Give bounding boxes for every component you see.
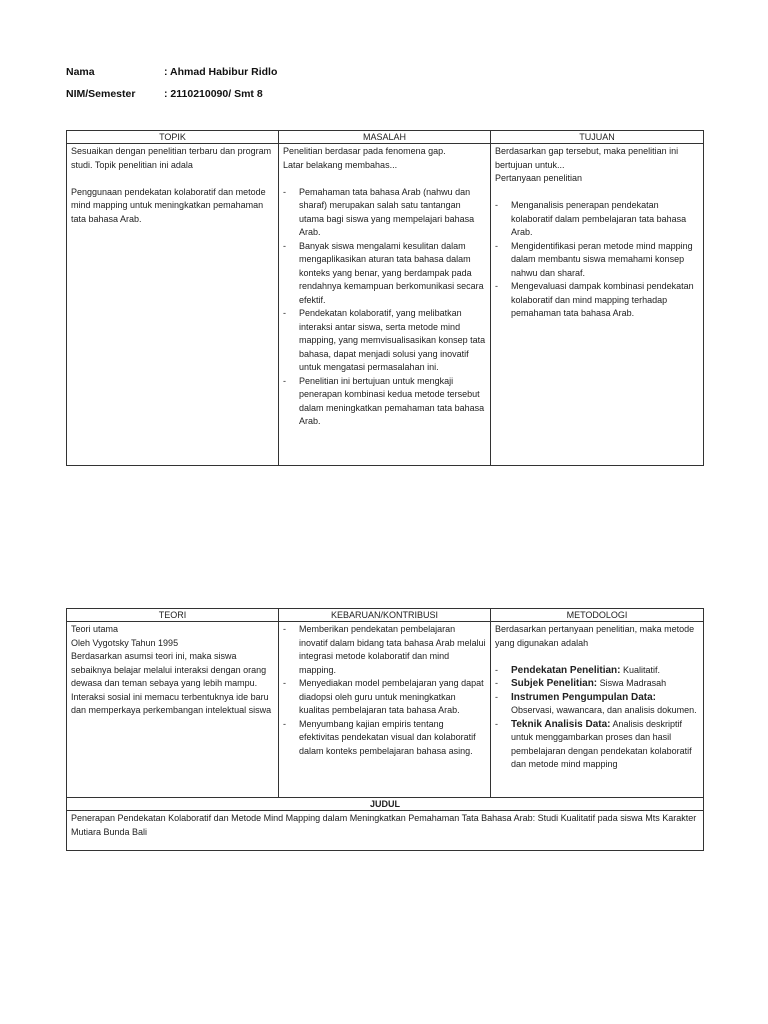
teori-body: Berdasarkan asumsi teori ini, maka siswa sebaiknya belajar melalui interaksi dengan orang dewasa dan teman sebaya yang lebih mampu. Interaksi sosial ini memacu terbentuknya ide baru dan memperkaya perkembangan intelektual siswa bbox=[71, 651, 272, 715]
nim-row bbox=[66, 88, 263, 100]
header-judul: JUDUL bbox=[67, 798, 704, 811]
header-masalah: MASALAH bbox=[279, 131, 491, 144]
list-item: - Menyediakan model pembelajaran yang dapat diadopsi oleh guru untuk meningkatkan kualitas pembelajaran tata bahasa Arab. bbox=[283, 677, 486, 718]
list-item: - Penelitian ini bertujuan untuk mengkaji penerapan kombinasi kedua metode tersebut dalam meningkatkan pemahaman tata bahasa Arab. bbox=[283, 375, 486, 429]
pendekatan-label: Pendekatan Penelitian: bbox=[511, 664, 621, 676]
instrumen-label: Instrumen Pengumpulan Data: bbox=[511, 691, 657, 703]
header-topik: TOPIK bbox=[67, 131, 279, 144]
list-item bbox=[495, 664, 699, 678]
list-item bbox=[495, 718, 699, 772]
nim-label: NIM/Semester bbox=[66, 88, 136, 100]
header-kebaruan: KEBARUAN/KONTRIBUSI bbox=[279, 609, 491, 622]
masalah-list bbox=[283, 186, 486, 429]
list-item: - Pemahaman tata bahasa Arab (nahwu dan sharaf) merupakan salah satu tantangan utama bagi siswa yang mempelajari bahasa Arab. bbox=[283, 186, 486, 240]
teori-line-2: Oleh Vygotsky Tahun 1995 bbox=[71, 637, 179, 648]
list-item: - Pendekatan kolaboratif, yang melibatkan interaksi antar siswa, serta metode mind mapping, yang memvisualisasikan konsep tata bahasa, dapat menjadi solusi yang inovatif untuk mengatasi permasalahan ini. bbox=[283, 307, 486, 375]
name-row bbox=[66, 66, 278, 78]
topik-cell bbox=[67, 144, 279, 466]
teori-kebaruan-metodologi-table bbox=[66, 608, 704, 851]
tujuan-intro-2: Pertanyaan penelitian bbox=[495, 173, 583, 183]
teknik-value: Analisis deskriptif untuk menggambarkan proses dan hasil pembelajaran dengan pendekatan kolaboratif dan metode mind mapping bbox=[511, 718, 692, 769]
topik-masalah-tujuan-table bbox=[66, 130, 704, 466]
list-item: - Mengidentifikasi peran metode mind mapping dalam membantu siswa memahami konsep nahwu dan sharaf. bbox=[495, 240, 699, 281]
list-item: - Menganalisis penerapan pendekatan kolaboratif dalam pembelajaran tata bahasa Arab. bbox=[495, 199, 699, 240]
kebaruan-list bbox=[283, 623, 486, 758]
list-item: - Mengevaluasi dampak kombinasi pendekatan kolaboratif dan mind mapping terhadap pemahaman tata bahasa Arab. bbox=[495, 280, 699, 321]
tujuan-cell bbox=[491, 144, 704, 466]
metodologi-list bbox=[495, 664, 699, 772]
instrumen-value: Observasi, wawancara, dan analisis dokumen. bbox=[511, 705, 697, 715]
list-item bbox=[495, 691, 699, 718]
header-teori: TEORI bbox=[67, 609, 279, 622]
nim-value: : 2110210090/ Smt 8 bbox=[164, 88, 263, 100]
name-label: Nama bbox=[66, 66, 95, 78]
tujuan-list bbox=[495, 199, 699, 321]
header-metodologi: METODOLOGI bbox=[491, 609, 704, 622]
teori-line-1: Teori utama bbox=[71, 624, 119, 634]
list-item: - Banyak siswa mengalami kesulitan dalam mengaplikasikan aturan tata bahasa dalam konteks yang benar, yang berdampak pada rendahnya kemampuan berkomunikasi secara efektif. bbox=[283, 240, 486, 308]
list-item: - Memberikan pendekatan pembelajaran inovatif dalam bidang tata bahasa Arab melalui integrasi metode kolaboratif dan mind mapping. bbox=[283, 623, 486, 677]
tujuan-intro-1: Berdasarkan gap tersebut, maka penelitian ini bertujuan untuk... bbox=[495, 146, 679, 170]
masalah-cell bbox=[279, 144, 491, 466]
topik-text: Penggunaan pendekatan kolaboratif dan metode mind mapping untuk meningkatkan pemahaman tata bahasa Arab. bbox=[71, 186, 266, 224]
subjek-label: Subjek Penelitian: bbox=[511, 678, 598, 689]
teknik-label: Teknik Analisis Data: bbox=[511, 718, 611, 730]
pendekatan-value: Kualitatif. bbox=[620, 664, 661, 675]
header-tujuan: TUJUAN bbox=[491, 131, 704, 144]
metodologi-intro: Berdasarkan pertanyaan penelitian, maka metode yang digunakan adalah bbox=[495, 624, 695, 648]
topik-intro: Sesuaikan dengan penelitian terbaru dan program studi. Topik penelitian ini adala bbox=[71, 146, 272, 170]
metodologi-cell bbox=[491, 622, 704, 798]
kebaruan-cell bbox=[279, 622, 491, 798]
subjek-value: Siswa Madrasah bbox=[597, 678, 667, 688]
masalah-intro-1: Penelitian berdasar pada fenomena gap. bbox=[283, 146, 446, 156]
list-item bbox=[495, 677, 699, 691]
list-item: - Menyumbang kajian empiris tentang efektivitas pendekatan visual dan kolaboratif dalam konteks pembelajaran bahasa asing. bbox=[283, 718, 486, 759]
masalah-intro-2: Latar belakang membahas... bbox=[283, 159, 398, 170]
name-value: : Ahmad Habibur Ridlo bbox=[164, 66, 278, 78]
judul-text: Penerapan Pendekatan Kolaboratif dan Metode Mind Mapping dalam Meningkatkan Pemahaman Tata Bahasa Arab: Studi Kualitatif pada siswa Mts Karakter Mutiara Bunda Bali bbox=[67, 811, 704, 851]
teori-cell bbox=[67, 622, 279, 798]
